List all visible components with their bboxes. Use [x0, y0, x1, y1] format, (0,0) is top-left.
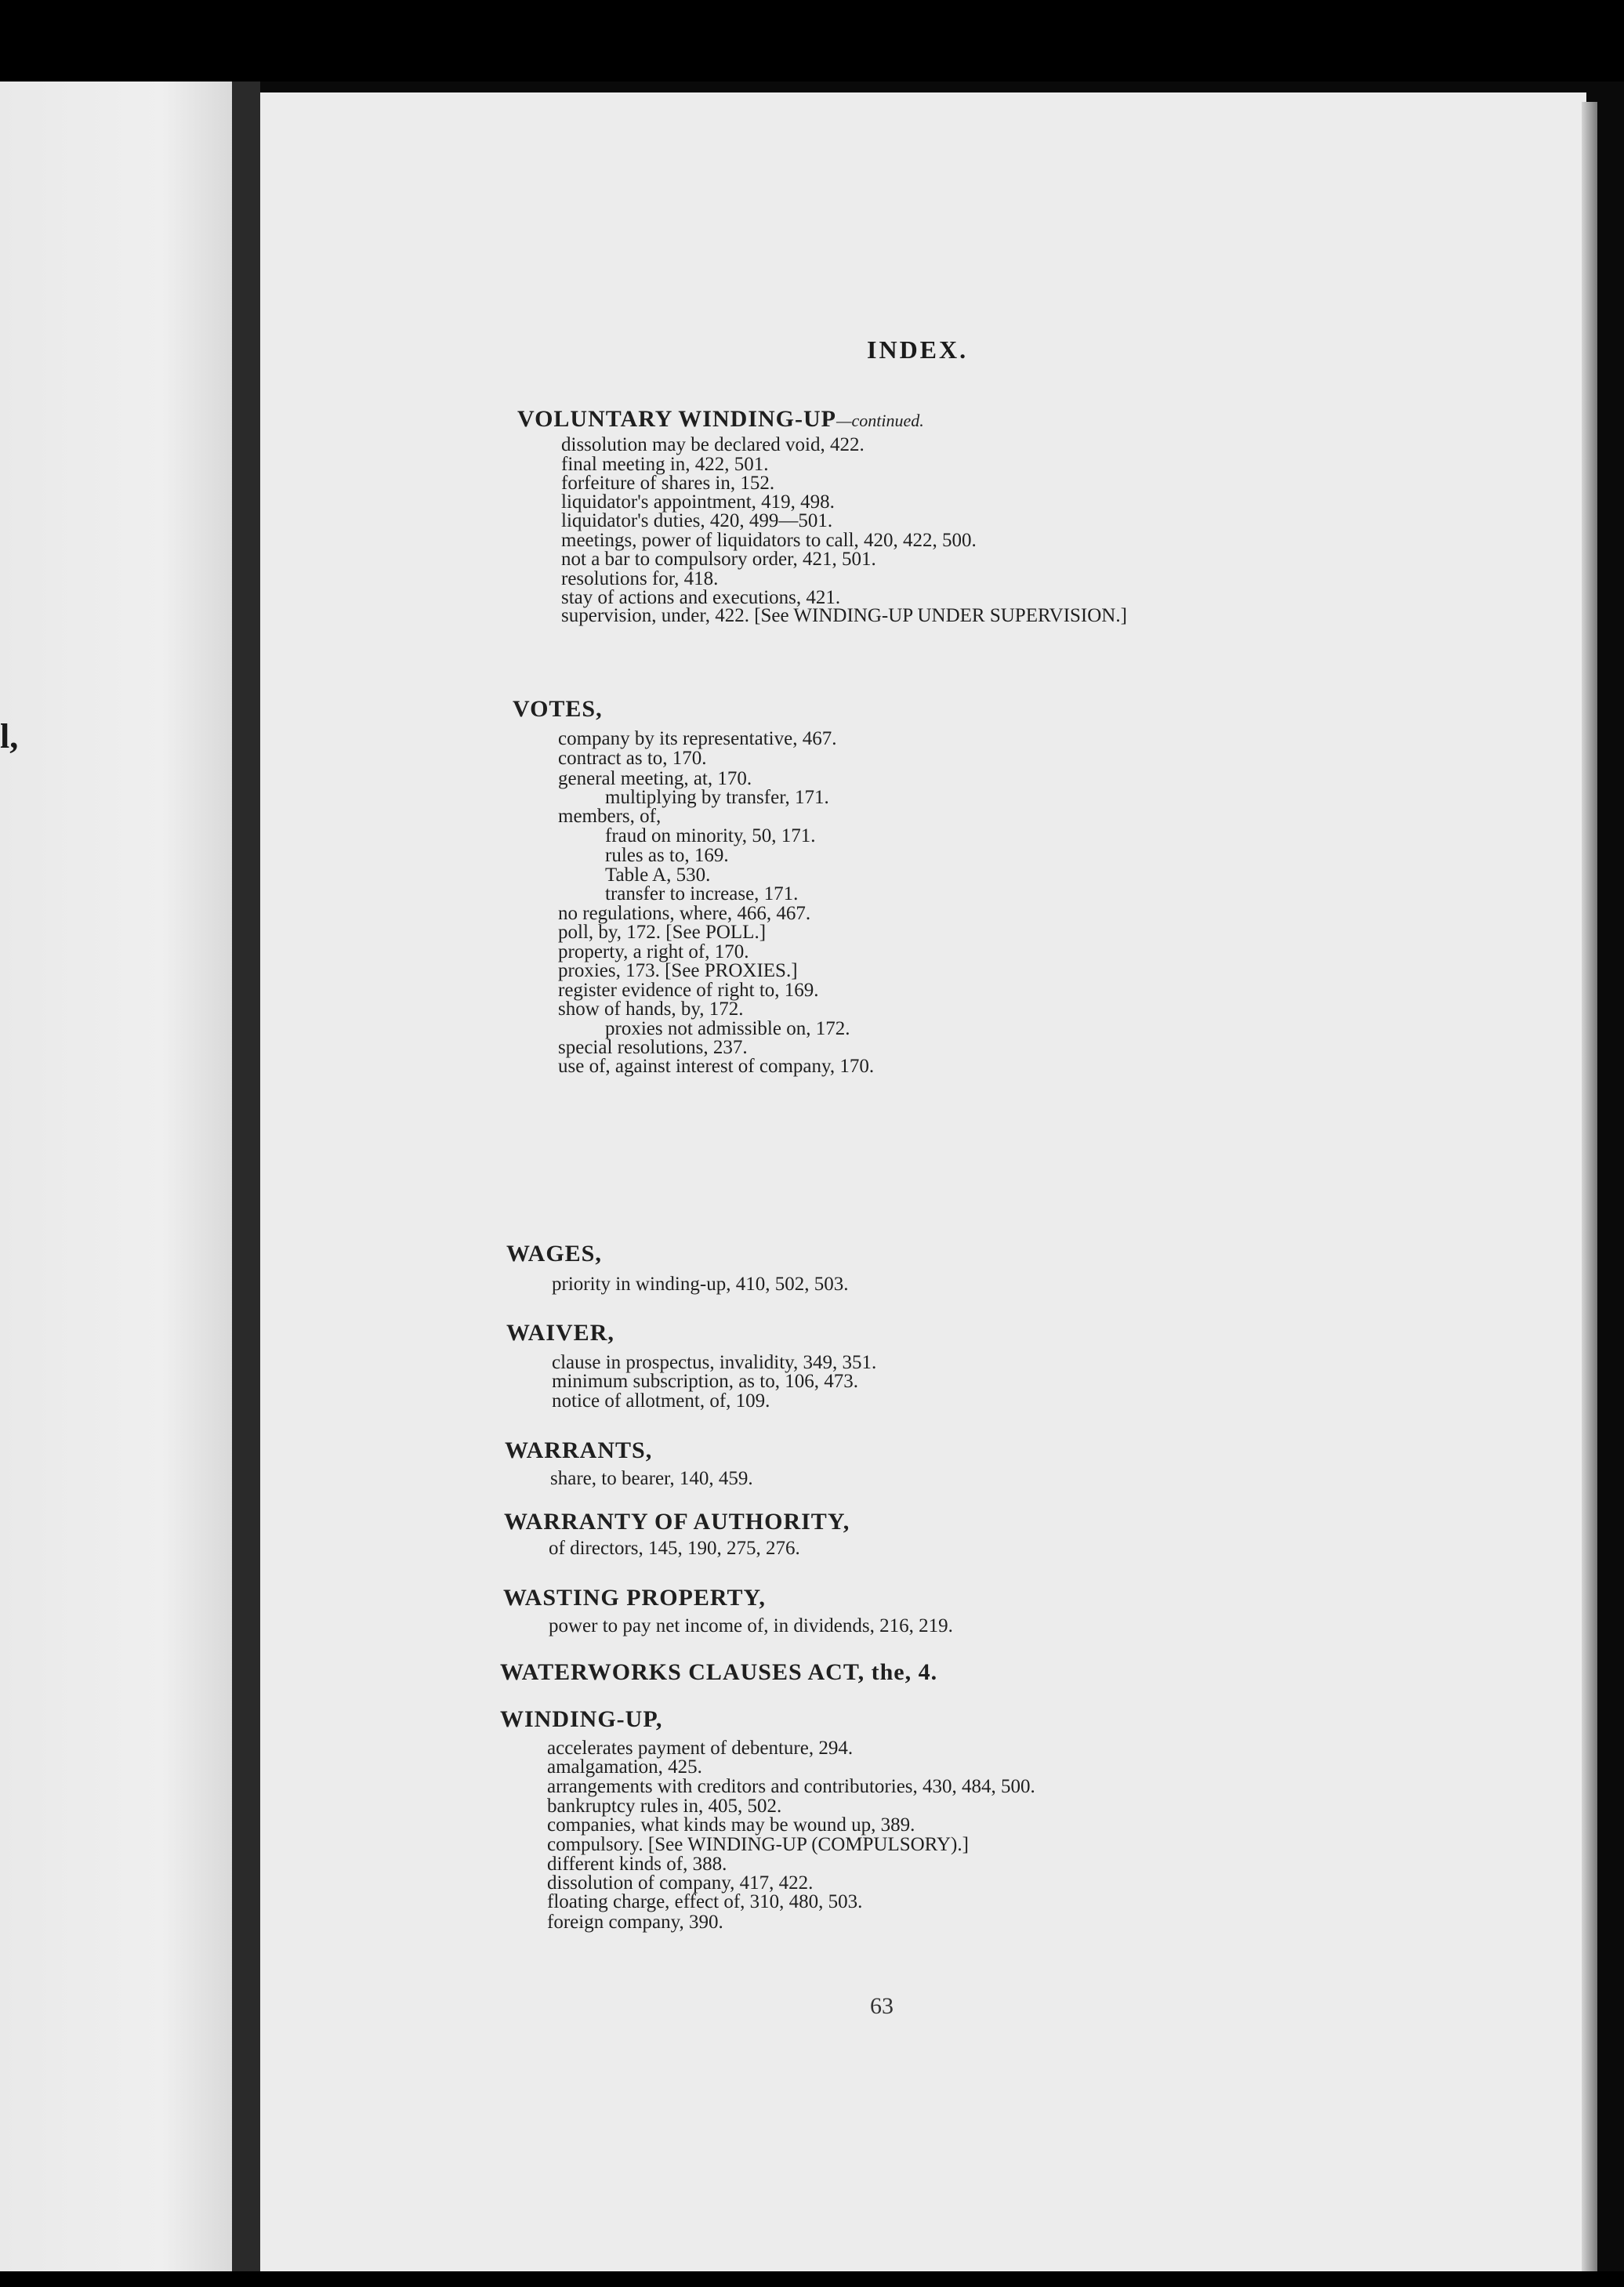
index-subentry: special resolutions, 237. — [558, 1037, 748, 1058]
book-gutter — [232, 82, 260, 2287]
index-heading — [504, 1509, 850, 1535]
index-subentry: Table A, 530. — [605, 864, 711, 886]
index-subentry: supervision, under, 422. [See WINDING-UP UNDER SUPERVISION.] — [561, 605, 1127, 626]
index-heading-text: VOTES, — [513, 696, 603, 722]
index-heading-text: WARRANTY OF AUTHORITY, — [504, 1509, 850, 1535]
index-subentry: dissolution of company, 417, 422. — [547, 1872, 814, 1894]
facing-page-text-fragment: l, — [0, 717, 19, 756]
index-subentry: general meeting, at, 170. — [558, 768, 752, 789]
index-heading-text: WATERWORKS CLAUSES ACT, the, 4. — [500, 1659, 938, 1685]
index-subentry: different kinds of, 388. — [547, 1854, 727, 1875]
index-subentry: meetings, power of liquidators to call, 420, 422, 500. — [561, 530, 977, 551]
index-subentry: multiplying by transfer, 171. — [605, 787, 829, 808]
index-subentry: proxies, 173. [See PROXIES.] — [558, 960, 798, 981]
page-number: 63 — [870, 1993, 894, 2019]
index-subentry: poll, by, 172. [See POLL.] — [558, 922, 767, 943]
index-subentry: dissolution may be declared void, 422. — [561, 434, 865, 455]
index-heading — [503, 1585, 766, 1611]
index-subentry: clause in prospectus, invalidity, 349, 351. — [552, 1352, 877, 1373]
facing-page-edge — [0, 82, 232, 2287]
index-heading — [517, 406, 924, 433]
running-head: INDEX. — [867, 335, 969, 364]
index-subentry: no regulations, where, 466, 467. — [558, 903, 811, 924]
index-subentry: not a bar to compulsory order, 421, 501. — [561, 549, 876, 570]
index-subentry: use of, against interest of company, 170. — [558, 1056, 875, 1077]
index-subentry: of directors, 145, 190, 275, 276. — [549, 1538, 800, 1559]
index-subentry: rules as to, 169. — [605, 845, 729, 866]
index-heading-text: WAIVER, — [506, 1320, 614, 1346]
index-subentry: power to pay net income of, in dividends, 216, 219. — [549, 1615, 953, 1636]
index-heading — [500, 1659, 937, 1686]
index-subentry: foreign company, 390. — [547, 1912, 723, 1933]
index-subentry: accelerates payment of debenture, 294. — [547, 1738, 854, 1759]
index-heading — [505, 1437, 652, 1464]
index-subentry: share, to bearer, 140, 459. — [550, 1468, 753, 1489]
continued-marker: —continued. — [836, 411, 924, 430]
index-heading-text: WINDING-UP, — [500, 1706, 663, 1732]
index-subentry: property, a right of, 170. — [558, 941, 749, 962]
index-heading — [513, 696, 603, 723]
index-subentry: amalgamation, 425. — [547, 1756, 702, 1778]
index-subentry: liquidator's duties, 420, 499—501. — [561, 510, 833, 531]
index-heading-text: WAGES, — [506, 1241, 602, 1267]
index-subentry: compulsory. [See WINDING-UP (COMPULSORY).] — [547, 1834, 969, 1855]
scan-bottom-border — [0, 2271, 1624, 2287]
index-subentry: contract as to, 170. — [558, 748, 707, 769]
index-heading — [506, 1320, 614, 1346]
index-heading-text: WASTING PROPERTY, — [503, 1585, 766, 1611]
index-heading-text: VOLUNTARY WINDING-UP — [517, 406, 836, 432]
index-subentry: resolutions for, 418. — [561, 568, 719, 589]
index-subentry: liquidator's appointment, 419, 498. — [561, 491, 835, 513]
index-heading — [506, 1241, 602, 1267]
index-subentry: forfeiture of shares in, 152. — [561, 473, 775, 494]
index-subentry: floating charge, effect of, 310, 480, 503. — [547, 1891, 863, 1912]
index-subentry: final meeting in, 422, 501. — [561, 454, 769, 475]
index-subentry: minimum subscription, as to, 106, 473. — [552, 1371, 858, 1392]
index-subentry: companies, what kinds may be wound up, 389. — [547, 1814, 915, 1836]
page-right-edge — [1582, 102, 1597, 2273]
index-subentry: proxies not admissible on, 172. — [605, 1018, 850, 1039]
scan-top-border — [0, 0, 1624, 82]
index-subentry: bankruptcy rules in, 405, 502. — [547, 1796, 782, 1817]
index-subentry: priority in winding-up, 410, 502, 503. — [552, 1274, 849, 1295]
index-subentry: company by its representative, 467. — [558, 728, 837, 749]
index-subentry: fraud on minority, 50, 171. — [605, 825, 816, 846]
index-subentry: members, of, — [558, 806, 662, 827]
index-subentry: show of hands, by, 172. — [558, 999, 744, 1020]
index-heading-text: WARRANTS, — [505, 1437, 653, 1463]
index-subentry: stay of actions and executions, 421. — [561, 587, 841, 608]
index-subentry: register evidence of right to, 169. — [558, 980, 819, 1001]
index-subentry: notice of allotment, of, 109. — [552, 1390, 770, 1412]
index-subentry: arrangements with creditors and contributories, 430, 484, 500. — [547, 1776, 1035, 1797]
index-heading — [500, 1706, 662, 1733]
index-subentry: transfer to increase, 171. — [605, 883, 799, 904]
